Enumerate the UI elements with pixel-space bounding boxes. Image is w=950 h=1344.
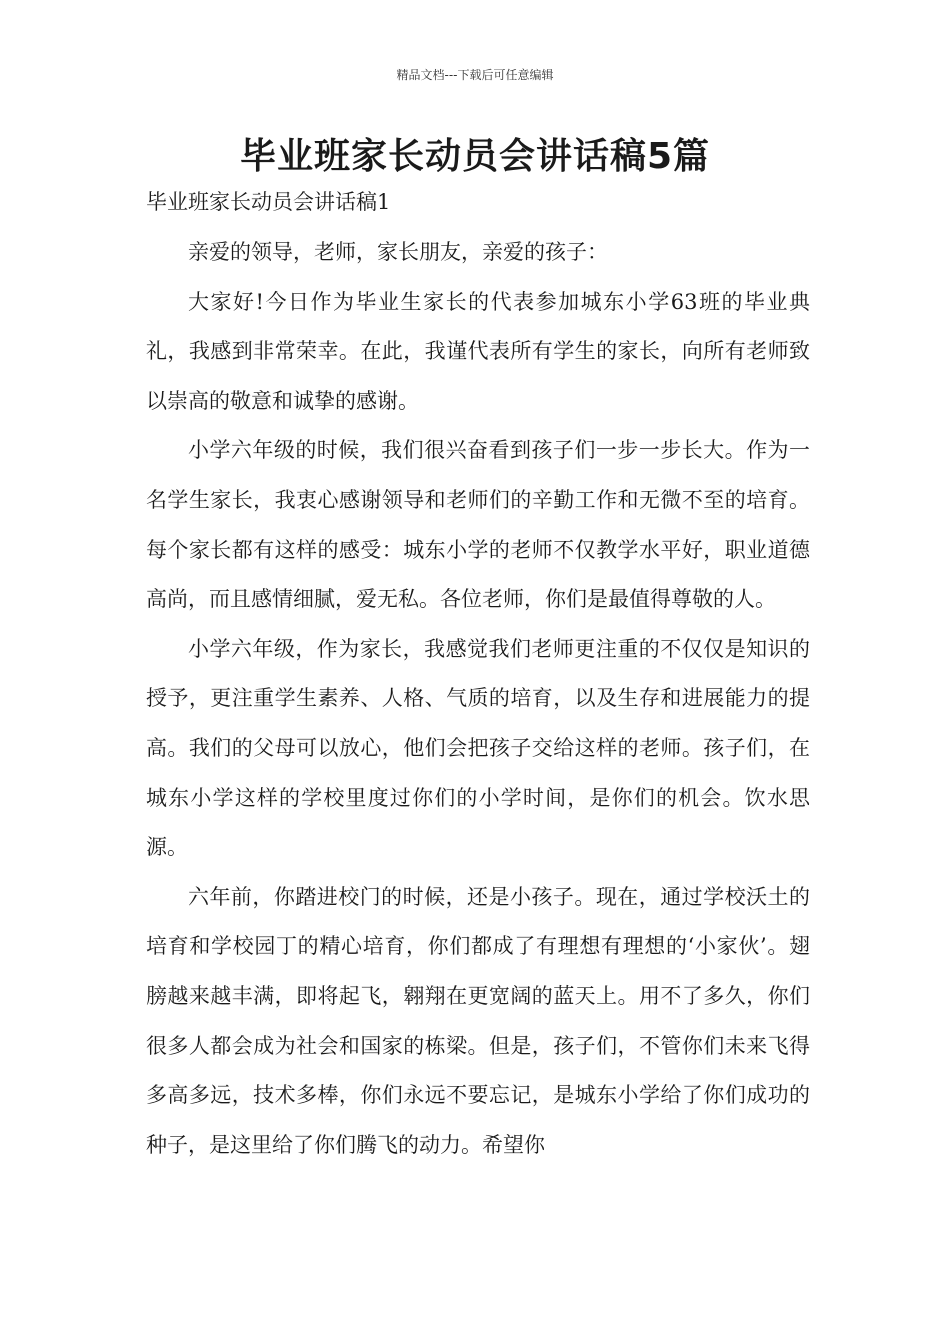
paragraph: 六年前，你踏进校门的时候，还是小孩子。现在，通过学校沃土的培育和学校园丁的精心培育，你们都成了有理想有理想的‘小家伙’。翅膀越来越丰满，即将起飞，翱翔在更宽阔的蓝天上。用不了多久，你们很多人都会成为社会和国家的栋梁。但是，孩子们，不管你们未来飞得多高多远，技术多棒，你们永远不要忘记，是城东小学给了你们成功的种子，是这里给了你们腾飞的动力。希望你	[146, 884, 810, 1157]
paragraph-greeting: 亲爱的领导，老师，家长朋友，亲爱的孩子：	[188, 240, 608, 264]
section-subtitle: 毕业班家长动员会讲话稿1	[146, 190, 391, 214]
paragraph: 小学六年级的时候，我们很兴奋看到孩子们一步一步长大。作为一名学生家长，我衷心感谢领导和老师们的辛勤工作和无微不至的培育。每个家长都有这样的感受：城东小学的老师不仅教学水平好，职业道德高尚，而且感情细腻，爱无私。各位老师，你们是最值得尊敬的人。	[146, 438, 810, 612]
document-title: 毕业班家长动员会讲话稿5篇	[239, 136, 711, 177]
header-note: 精品文档---下载后可任意编辑	[396, 68, 554, 82]
document-body	[146, 228, 810, 1170]
paragraph: 小学六年级，作为家长，我感觉我们老师更注重的不仅仅是知识的授予，更注重学生素养、人格、气质的培育，以及生存和进展能力的提高。我们的父母可以放心，他们会把孩子交给这样的老师。孩子们，在城东小学这样的学校里度过你们的小学时间，是你们的机会。饮水思源。	[146, 636, 810, 860]
paragraph: 大家好!今日作为毕业生家长的代表参加城东小学63班的毕业典礼，我感到非常荣幸。在此，我谨代表所有学生的家长，向所有老师致以崇高的敬意和诚挚的感谢。	[146, 289, 810, 413]
